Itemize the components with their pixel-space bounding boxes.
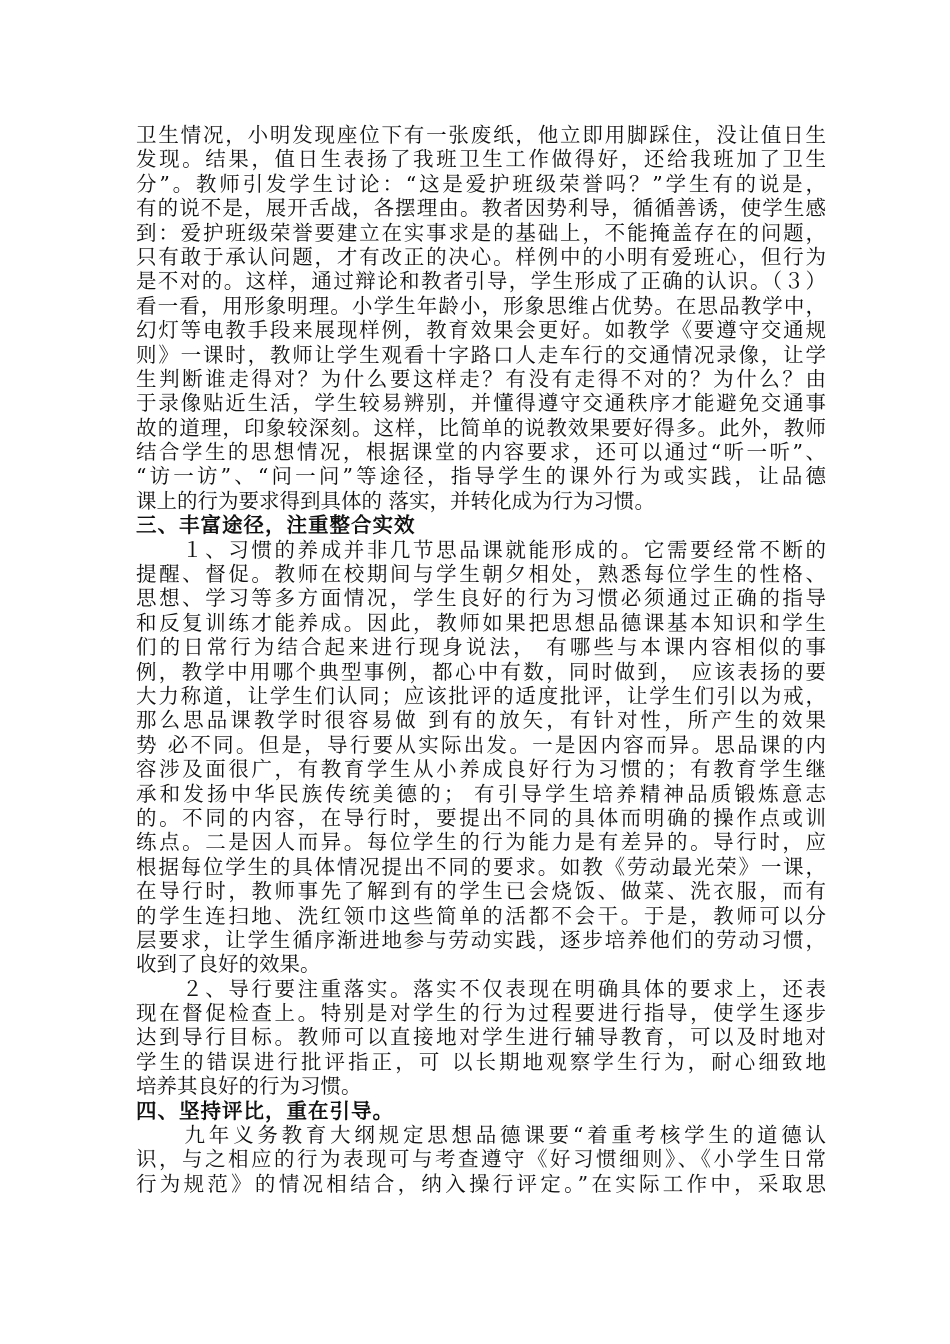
paragraph-line: 看一看，用形象明理。小学生年龄小，形象思维占优势。在思品教学中，: [136, 293, 826, 318]
paragraph-line: 根据每位学生的具体情况提出不同的要求。如教《劳动最光荣》一课，: [136, 854, 826, 879]
paragraph-line: 课上的行为要求得到具体的 落实，并转化成为行为习惯。: [136, 488, 656, 513]
paragraph-line: 和反复训练才能养成。因此，教师如果把思想品德课基本知识和学生: [136, 610, 826, 635]
paragraph-line: 九年义务教育大纲规定思想品德课要“着重考核学生的道德认: [136, 1123, 826, 1148]
section-heading: 三、丰富途径，注重整合实效: [136, 513, 416, 538]
paragraph-line: 练点。二是因人而异。每位学生的行为能力是有差异的。导行时，应: [136, 830, 826, 855]
paragraph-line: 只有敢于承认问题，才有改正的决心。样例中的小明有爱班心，但行为: [136, 244, 826, 269]
paragraph-line: 承和发扬中华民族传统美德的； 有引导学生培养精神品质锻炼意志: [136, 781, 826, 806]
section-heading: 四、坚持评比，重在引导。: [136, 1098, 394, 1123]
paragraph-line: 是不对的。这样，通过辩论和教者引导，学生形成了正确的认识。（３）: [136, 269, 826, 294]
paragraph-line: 达到导行目标。教师可以直接地对学生进行辅导教育，可以及时地对: [136, 1025, 826, 1050]
paragraph-line: 有的说不是，展开舌战，各摆理由。教者因势利导，循循善诱，使学生感: [136, 196, 826, 221]
paragraph-line: 行为规范》的情况相结合，纳入操行评定。”在实际工作中，采取思: [136, 1171, 826, 1196]
paragraph-line: 们的日常行为结合起来进行现身说法， 有哪些与本课内容相似的事: [136, 635, 826, 660]
paragraph-line: 收到了良好的效果。: [136, 952, 321, 977]
paragraph-line: 学生的错误进行批评指正，可 以长期地观察学生行为，耐心细致地: [136, 1049, 826, 1074]
paragraph-line: 识，与之相应的行为表现可与考查遵守《好习惯细则》、《小学生日常: [136, 1147, 826, 1172]
paragraph-line: 容涉及面很广，有教育学生从小养成良好行为习惯的；有教育学生继: [136, 757, 826, 782]
paragraph-line: 生判断谁走得对？为什么要这样走？有没有走得不对的？为什么？由: [136, 366, 826, 391]
paragraph-line: 例，教学中用哪个典型事例，都心中有数，同时做到， 应该表扬的要: [136, 659, 826, 684]
paragraph-line: 提醒、督促。教师在校期间与学生朝夕相处，熟悉每位学生的性格、: [136, 562, 826, 587]
paragraph-line: 思想、学习等多方面情况，学生良好的行为习惯必须通过正确的指导: [136, 586, 826, 611]
paragraph-line: １、习惯的养成并非几节思品课就能形成的。它需要经常不断的: [136, 537, 826, 562]
paragraph-line: 于录像贴近生活，学生较易辨别，并懂得遵守交通秩序才能避免交通事: [136, 391, 826, 416]
paragraph-line: 那么思品课教学时很容易做 到有的放矢，有针对性，所产生的效果: [136, 708, 826, 733]
paragraph-line: 到：爱护班级荣誉要建立在实事求是的基础上，不能掩盖存在的问题，: [136, 220, 826, 245]
body-text: [136, 123, 826, 1196]
paragraph-line: 势 必不同。但是，导行要从实际出发。一是因内容而异。思品课的内: [136, 732, 826, 757]
paragraph-line: 卫生情况，小明发现座位下有一张废纸，他立即用脚踩住，没让值日生: [136, 123, 826, 147]
paragraph-line: 结合学生的思想情况，根据课堂的内容要求，还可以通过“听一听”、: [136, 440, 826, 465]
paragraph-line: 大力称道，让学生们认同；应该批评的适度批评，让学生们引以为戒，: [136, 683, 826, 708]
paragraph-line: 层要求，让学生循序渐进地参与劳动实践，逐步培养他们的劳动习惯，: [136, 927, 826, 952]
paragraph-line: 在导行时，教师事先了解到有的学生已会烧饭、做菜、洗衣服，而有: [136, 879, 826, 904]
paragraph-line: “访一访”、“问一问”等途径，指导学生的课外行为或实践，让品德: [136, 464, 826, 489]
paragraph-line: 现在督促检查上。特别是对学生的行为过程要进行指导，使学生逐步: [136, 1001, 826, 1026]
paragraph-line: 培养其良好的行为习惯。: [136, 1074, 362, 1099]
paragraph-line: 幻灯等电教手段来展现样例，教育效果会更好。如教学《要遵守交通规: [136, 318, 826, 343]
paragraph-line: 故的道理，印象较深刻。这样，比简单的说教效果要好得多。此外，教师: [136, 415, 826, 440]
paragraph-line: 的。不同的内容，在导行时，要提出不同的具体而明确的操作点或训: [136, 805, 826, 830]
paragraph-line: ２、导行要注重落实。落实不仅表现在明确具体的要求上，还表: [136, 976, 826, 1001]
paragraph-line: 则》一课时，教师让学生观看十字路口人走车行的交通情况录像，让学: [136, 342, 826, 367]
paragraph-line: 的学生连扫地、洗红领巾这些简单的活都不会干。于是，教师可以分: [136, 903, 826, 928]
paragraph-line: 分”。教师引发学生讨论：“这是爱护班级荣誉吗？”学生有的说是，: [136, 171, 826, 196]
paragraph-line: 发现。结果，值日生表扬了我班卫生工作做得好，还给我班加了卫生: [136, 147, 826, 172]
